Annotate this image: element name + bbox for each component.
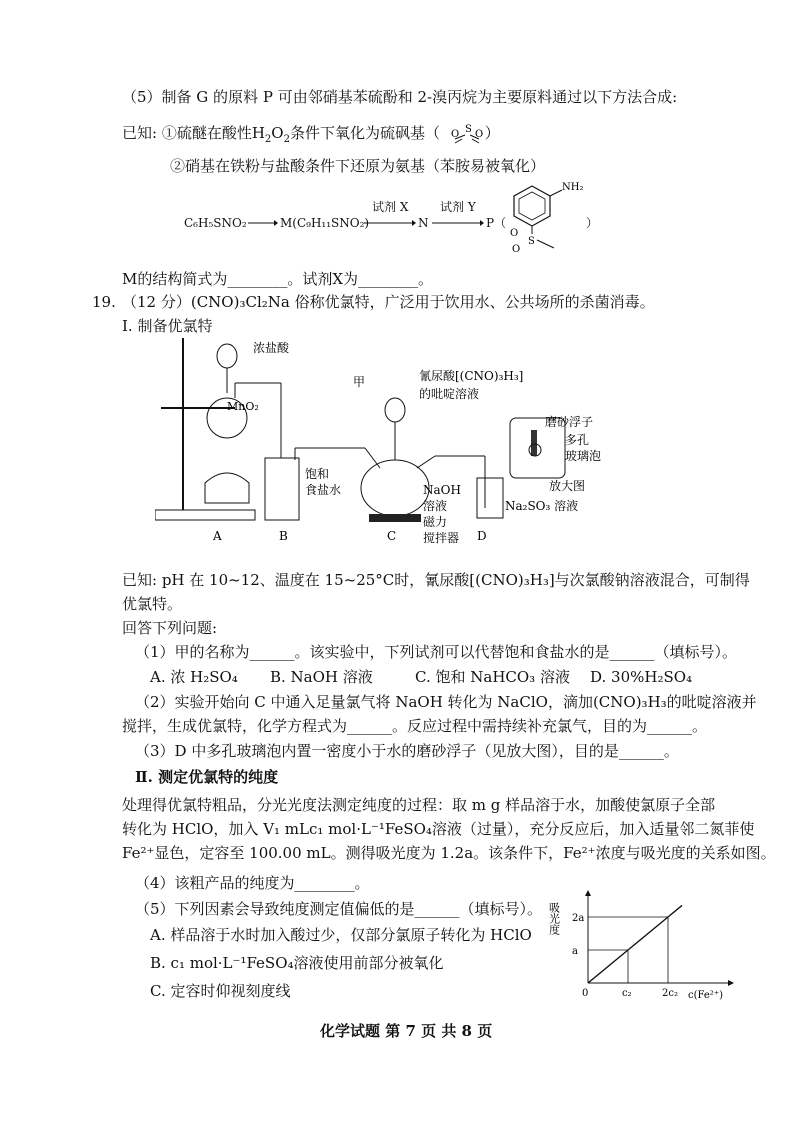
q1-option-d: D. 30%H₂SO₄ <box>590 668 693 686</box>
arrow-icon <box>364 218 416 228</box>
answer-prompt: 回答下列问题: <box>122 619 218 637</box>
label-stirrer-1: 磁力 <box>423 515 448 529</box>
three-neck-flask-c <box>361 460 429 516</box>
y-axis-label: 吸光度 <box>548 902 561 935</box>
q5-option-b: B. c₁ mol·L⁻¹FeSO₄溶液使用前部分被氧化 <box>150 954 444 972</box>
label-float-3: 玻璃泡 <box>565 449 602 463</box>
funnel-jia <box>385 398 405 422</box>
known-title: 已知: <box>122 124 162 142</box>
svg-text:O: O <box>512 244 521 255</box>
x-tick-label: 2c₂ <box>662 988 678 999</box>
question-2b: 搅拌，生成优氯特，化学方程式为______。反应过程中需持续补充氯气，目的为______。 <box>122 717 708 735</box>
svg-text:O: O <box>474 129 483 140</box>
q19-known-2: 优氯特。 <box>122 595 183 613</box>
question-4: （4）该粗产品的纯度为________。 <box>135 874 370 892</box>
alcohol-lamp-icon <box>205 473 249 503</box>
scheme-m: M(C₉H₁₁SNO₂) <box>280 216 370 230</box>
arrow-icon <box>248 218 278 228</box>
bottle-b <box>265 458 299 520</box>
q5-option-c: C. 定容时仰视刻度线 <box>150 982 291 1000</box>
para-3: Fe²⁺显色，定容至 100.00 mL。测得吸光度为 1.2a。该条件下，Fe²⁺浓度与吸光度的关系如图。 <box>122 844 776 862</box>
reagent-x: 试剂 X <box>372 200 409 214</box>
magnetic-stirrer <box>369 514 421 522</box>
q18-5-stem: （5）制备 G 的原料 P 可由邻硝基苯硫酚和 2-溴丙烷为主要原料通过以下方法合成: <box>122 88 678 106</box>
reagent-y: 试剂 Y <box>440 200 476 214</box>
absorbance-chart <box>548 888 738 1000</box>
q1-option-a: A. 浓 H₂SO₄ <box>150 668 238 686</box>
label-na2so3: Na₂SO₃ 溶液 <box>505 499 579 513</box>
label-cyanuric-1: 氰尿酸[(CNO)₃H₃] <box>419 369 524 383</box>
label-cyanuric-2: 的吡啶溶液 <box>419 387 480 401</box>
y-tick-label: a <box>572 946 578 957</box>
label-naoh-2: 溶液 <box>423 499 448 513</box>
label-sat-1: 饱和 <box>305 467 330 481</box>
label-naoh-1: NaOH <box>423 483 461 497</box>
q5-option-a: A. 样品溶于水时加入酸过少，仅部分氯原子转化为 HClO <box>150 926 532 944</box>
q18-5-answer: M的结构简式为________。试剂X为________。 <box>122 270 434 288</box>
label-sat-2: 食盐水 <box>305 483 342 497</box>
label-conc-hcl: 浓盐酸 <box>253 341 290 355</box>
page-footer: 化学试题 第 7 页 共 8 页 <box>320 1022 493 1040</box>
x-axis-label: c(Fe²⁺) <box>688 990 723 1000</box>
known1-mid: O <box>271 124 284 142</box>
para-1: 处理得优氯特粗品，分光光度法测定纯度的过程：取 m g 样品溶于水，加酸使氯原子全部 <box>122 796 716 814</box>
q1-option-b: B. NaOH 溶液 <box>270 668 373 686</box>
x-tick-0: 0 <box>582 988 589 999</box>
label-zoom: 放大图 <box>549 479 586 493</box>
scheme-p-end: ） <box>586 216 599 230</box>
section-2-title: Ⅱ. 测定优氯特的纯度 <box>135 768 279 786</box>
known1-post: 条件下氧化为硫砜基（ <box>289 124 440 142</box>
question-3: （3）D 中多孔玻璃泡内置一密度小于水的磨砂浮子（见放大图），目的是______。 <box>135 742 679 760</box>
nh2-label: NH₂ <box>562 182 584 193</box>
product-p-structure-icon <box>502 178 592 258</box>
y-tick-label: 2a <box>572 913 585 924</box>
known1-end: ） <box>484 124 500 142</box>
beaker-d <box>477 478 503 518</box>
label-d: D <box>477 529 487 543</box>
label-b: B <box>279 529 288 543</box>
question-1: （1）甲的名称为______。该实验中，下列试剂可以代替饱和食盐水的是______（填标号）。 <box>135 643 738 661</box>
q19-known: 已知: pH 在 10~12、温度在 15~25°C时，氰尿酸[(CNO)₃H₃]与次氯酸钠溶液混合，可制得 <box>122 571 750 589</box>
svg-text:O: O <box>510 228 519 239</box>
scheme-n: N <box>418 216 429 230</box>
svg-text:S: S <box>464 124 472 135</box>
apparatus-diagram <box>155 338 615 558</box>
question-5: （5）下列因素会导致纯度测定值偏低的是______（填标号）。 <box>135 900 543 918</box>
known1-pre: ①硫醚在酸性H <box>161 124 265 142</box>
svg-text:S: S <box>528 236 535 247</box>
stand-base <box>155 510 255 520</box>
label-float-2: 多孔 <box>565 433 590 447</box>
scheme-p: P（ <box>486 216 507 230</box>
sulfonyl-group-icon <box>445 123 485 145</box>
para-2: 转化为 HClO，加入 V₁ mLc₁ mol·L⁻¹FeSO₄溶液（过量），充分反应后，加入适量邻二氮菲使 <box>122 820 755 838</box>
section-1-title: I. 制备优氯特 <box>122 317 213 335</box>
label-a: A <box>213 529 222 543</box>
arrow-icon <box>432 218 484 228</box>
question-2a: （2）实验开始向 C 中通入足量氯气将 NaOH 转化为 NaClO，滴加(CNO)₃H₃的吡啶溶液并 <box>135 693 757 711</box>
x-tick-label: c₂ <box>622 988 632 999</box>
label-c: C <box>387 529 397 543</box>
label-stirrer-2: 搅拌器 <box>423 531 460 545</box>
q18-5-known-1: 已知: ①硫醚在酸性$H_2O_2$条件下氧化为硫砜基（ O S O ） <box>122 124 500 145</box>
label-mno2: MnO₂ <box>227 400 259 413</box>
q1-option-c: C. 饱和 NaHCO₃ 溶液 <box>415 668 570 686</box>
dropping-funnel <box>217 344 237 368</box>
label-float-1: 磨砂浮子 <box>545 415 594 429</box>
q18-5-known-2: ②硝基在铁粉与盐酸条件下还原为氨基（苯胺易被氧化） <box>170 157 546 175</box>
q19-intro: （12 分）(CNO)₃Cl₂Na 俗称优氯特，广泛用于饮用水、公共场所的杀菌消毒。 <box>122 293 655 311</box>
q19-number: 19. <box>92 293 116 311</box>
label-jia: 甲 <box>353 375 366 389</box>
scheme-start: C₆H₅SNO₂ <box>184 216 247 230</box>
svg-text:O: O <box>450 129 459 140</box>
